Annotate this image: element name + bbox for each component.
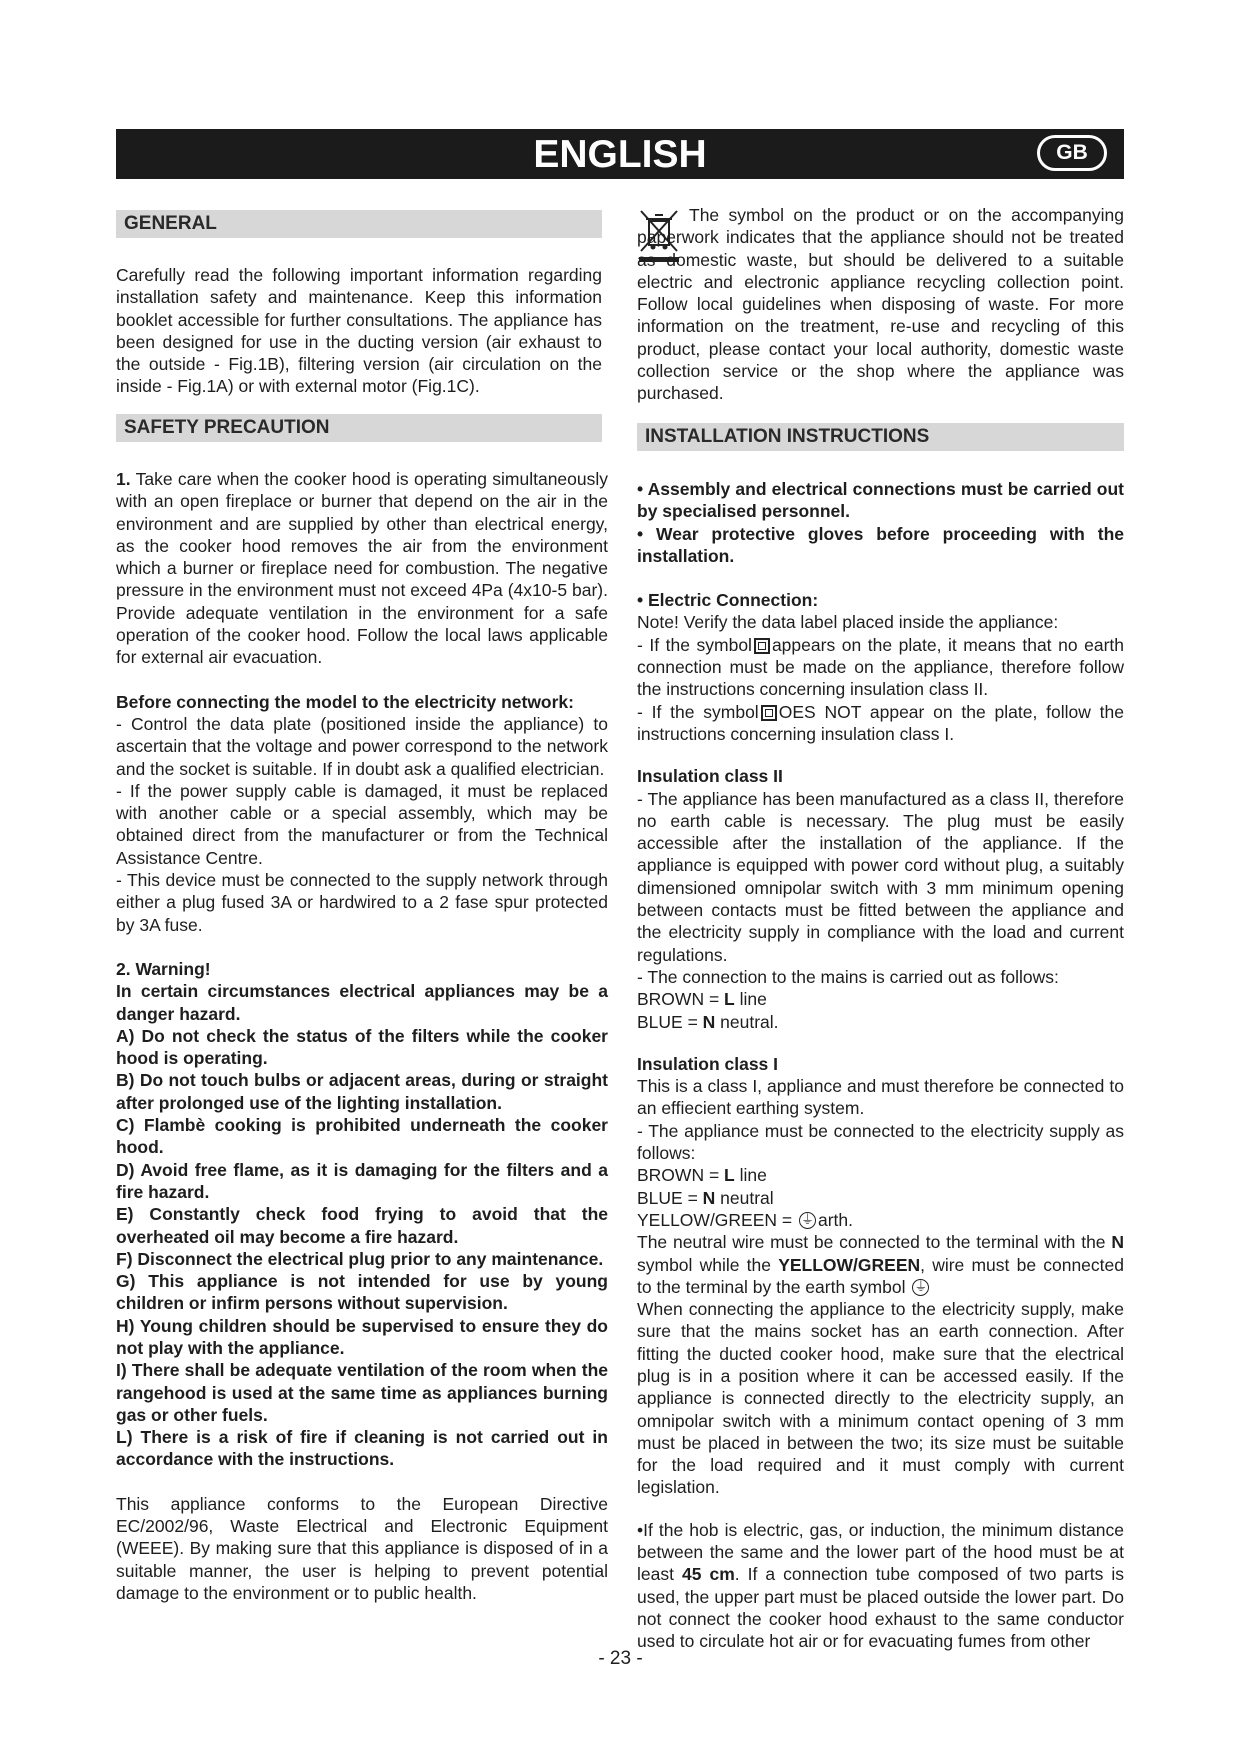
warning-item: A) Do not check the status of the filters while the cooker hood is operating. [116, 1025, 608, 1069]
double-insulation-icon [761, 705, 777, 721]
country-badge: GB [1037, 135, 1107, 171]
class1-blue: BLUE = N neutral [637, 1187, 774, 1208]
earth-symbol-icon [912, 1279, 929, 1296]
warning-title: 2. Warning! [116, 958, 211, 979]
double-insulation-icon [754, 638, 770, 654]
class2-body: - The appliance has been manufactured as a class II, therefore no earth cable is necessary. The plug must be easily accessible after the installation of the appliance. If the appliance is equipped with power cord without plug, a suitably dimensioned omnipolar switch with 3 mm minimum opening between contacts must be fitted between the appliance and the electricity supply in compliance with the load and current regulations. [637, 788, 1124, 965]
page-number: - 23 - [598, 1648, 643, 1669]
electric-connection-heading: • Electric Connection: [637, 590, 819, 611]
warning-item: H) Young children should be supervised to ensure they do not play with the appliance. [116, 1315, 608, 1358]
recycling-body: The symbol on the product or on the accompanying paperwork indicates that the appliance should not be treated as domestic waste, but should be delivered to a suitable electric and electronic appliance recycling collection point. Follow local guidelines when disposing of waste. For more information on the treatment, re-use and recycling of this product, please contact your local authority, domestic waste collection service or the shop where the appliance was purchased. [637, 205, 1124, 404]
language-banner [116, 129, 1124, 179]
recycling-text [637, 204, 1124, 405]
class1-body-1: This is a class I, appliance and must therefore be connected to an effiecient earthing system. [637, 1076, 1124, 1119]
class2-symbol-note: - If the symbol appears on the plate, it means that no earth connection must be made on the appliance, therefore follow the instructions concerning insulation class II. [637, 634, 1124, 700]
earth-symbol-icon [799, 1212, 816, 1229]
class2-blue: BLUE = N neutral. [637, 1011, 779, 1032]
before-connecting-3: - This device must be connected to the supply network through either a plug fused 3A or hardwired to a 2 fase spur protected by 3A fuse. [116, 870, 608, 935]
general-body: Carefully read the following important information regarding installation safety and maintenance. Keep this information booklet accessible for further consultations. The appliance has been designed for use in the ducting version (air exhaust to the outside - Fig.1B), filtering version (air circulation on the inside - Fig.1A) or with external motor (Fig.1C). [116, 265, 602, 397]
warning-item: E) Constantly check food frying to avoid that the overheated oil may become a fire hazard. [116, 1204, 608, 1247]
before-connecting-1: - Control the data plate (positioned inside the appliance) to ascertain that the voltage and power correspond to the network and the socket is suitable. If in doubt ask a qualified electrician. [116, 713, 608, 779]
installation-bullet-1: • Assembly and electrical connections must be carried out by specialised personnel. [637, 479, 1124, 522]
class1-yellow-green: YELLOW/GREEN = ⏚arth. [637, 1209, 1124, 1231]
class1-heading: Insulation class I [637, 1053, 779, 1074]
warning-item: B) Do not touch bulbs or adjacent areas, during or straight after prolonged use of the lighting installation. [116, 1070, 608, 1113]
banner-title: ENGLISH [533, 133, 707, 176]
general-heading: GENERAL [116, 210, 602, 238]
before-connecting-2: - If the power supply cable is damaged, it must be replaced with another cable or a special assembly, which may be obtained direct from the manufacturer or from the Technical Assistance Centre. [116, 780, 608, 868]
class2-heading: Insulation class II [637, 766, 783, 787]
installation-text [637, 478, 1124, 1653]
safety-heading: SAFETY PRECAUTION [116, 414, 602, 442]
general-text [116, 264, 602, 398]
class1-brown: BROWN = L line [637, 1165, 767, 1186]
class2-mains: - The connection to the mains is carried out as follows: [637, 966, 1059, 987]
weee-statement: This appliance conforms to the European Directive EC/2002/96, Waste Electrical and Electronic Equipment (WEEE). By making sure that this appliance is disposed of in a suitable manner, the user is helping to prevent potential damage to the environment or to public health. [116, 1493, 608, 1603]
class1-symbol-note: - If the symbol OES NOT appear on the plate, follow the instructions concerning insulation class I. [637, 701, 1124, 744]
safety-text [116, 468, 608, 1604]
warning-item: I) There shall be adequate ventilation of the room when the rangehood is used at the same time as appliances burning gas or other fuels. [116, 1360, 608, 1425]
warning-item: F) Disconnect the electrical plug prior to any maintenance. [116, 1248, 604, 1269]
class1-body-2: - The appliance must be connected to the electricity supply as follows: [637, 1120, 1124, 1164]
warning-intro: In certain circumstances electrical appliances may be a danger hazard. [116, 981, 608, 1024]
warning-item: G) This appliance is not intended for use by young children or infirm persons without supervision. [116, 1271, 608, 1314]
warning-item: C) Flambè cooking is prohibited underneath the cooker hood. [116, 1115, 608, 1158]
warning-item: L) There is a risk of fire if cleaning is not carried out in accordance with the instructions. [116, 1427, 608, 1470]
warning-item: D) Avoid free flame, as it is damaging for the filters and a fire hazard. [116, 1159, 608, 1202]
installation-bullet-2: • Wear protective gloves before proceeding with the installation. [637, 523, 1124, 566]
data-label-note: Note! Verify the data label placed inside the appliance: [637, 612, 1059, 633]
neutral-wire-note: The neutral wire must be connected to the terminal with the N symbol while the YELLOW/GREEN, wire must be connected to the terminal by the earth symbol ⏚ [637, 1231, 1124, 1298]
before-connecting-heading: Before connecting the model to the electricity network: [116, 691, 574, 712]
safety-point-1: 1. Take care when the cooker hood is operating simultaneously with an open fireplace or burner that depend on the air in the environment and are supplied by other than electrical energy, as the cooker hood removes the air from the environment which a burner or fireplace need for combustion. The negative pressure in the environment must not exceed 4Pa (4x10-5 bar). Provide adequate ventilation in the environment for a safe operation of the cooker hood. Follow the local laws applicable for external air evacuation. [116, 469, 609, 668]
class2-brown: BROWN = L line [637, 989, 767, 1010]
installation-heading: INSTALLATION INSTRUCTIONS [637, 423, 1124, 451]
hob-distance-note: •If the hob is electric, gas, or induction, the minimum distance between the same and the lower part of the hood must be at least 45 cm. If a connection tube composed of two parts is used, the upper part must be placed outside the lower part. Do not connect the cooker hood exhaust to the same conductor used to circulate hot air or for evacuating fumes from other [637, 1519, 1125, 1652]
connecting-note: When connecting the appliance to the electricity supply, make sure that the mains socket has an earth connection. After fitting the ducted cooker hood, make sure that the electrical plug is in a position where it can be accessed easily. If the appliance is connected directly to the electricity supply, an omnipolar switch with a minimum contact opening of 3 mm must be placed in between the two; its size must be suitable for the load required and it must comply with current legislation. [637, 1299, 1124, 1498]
